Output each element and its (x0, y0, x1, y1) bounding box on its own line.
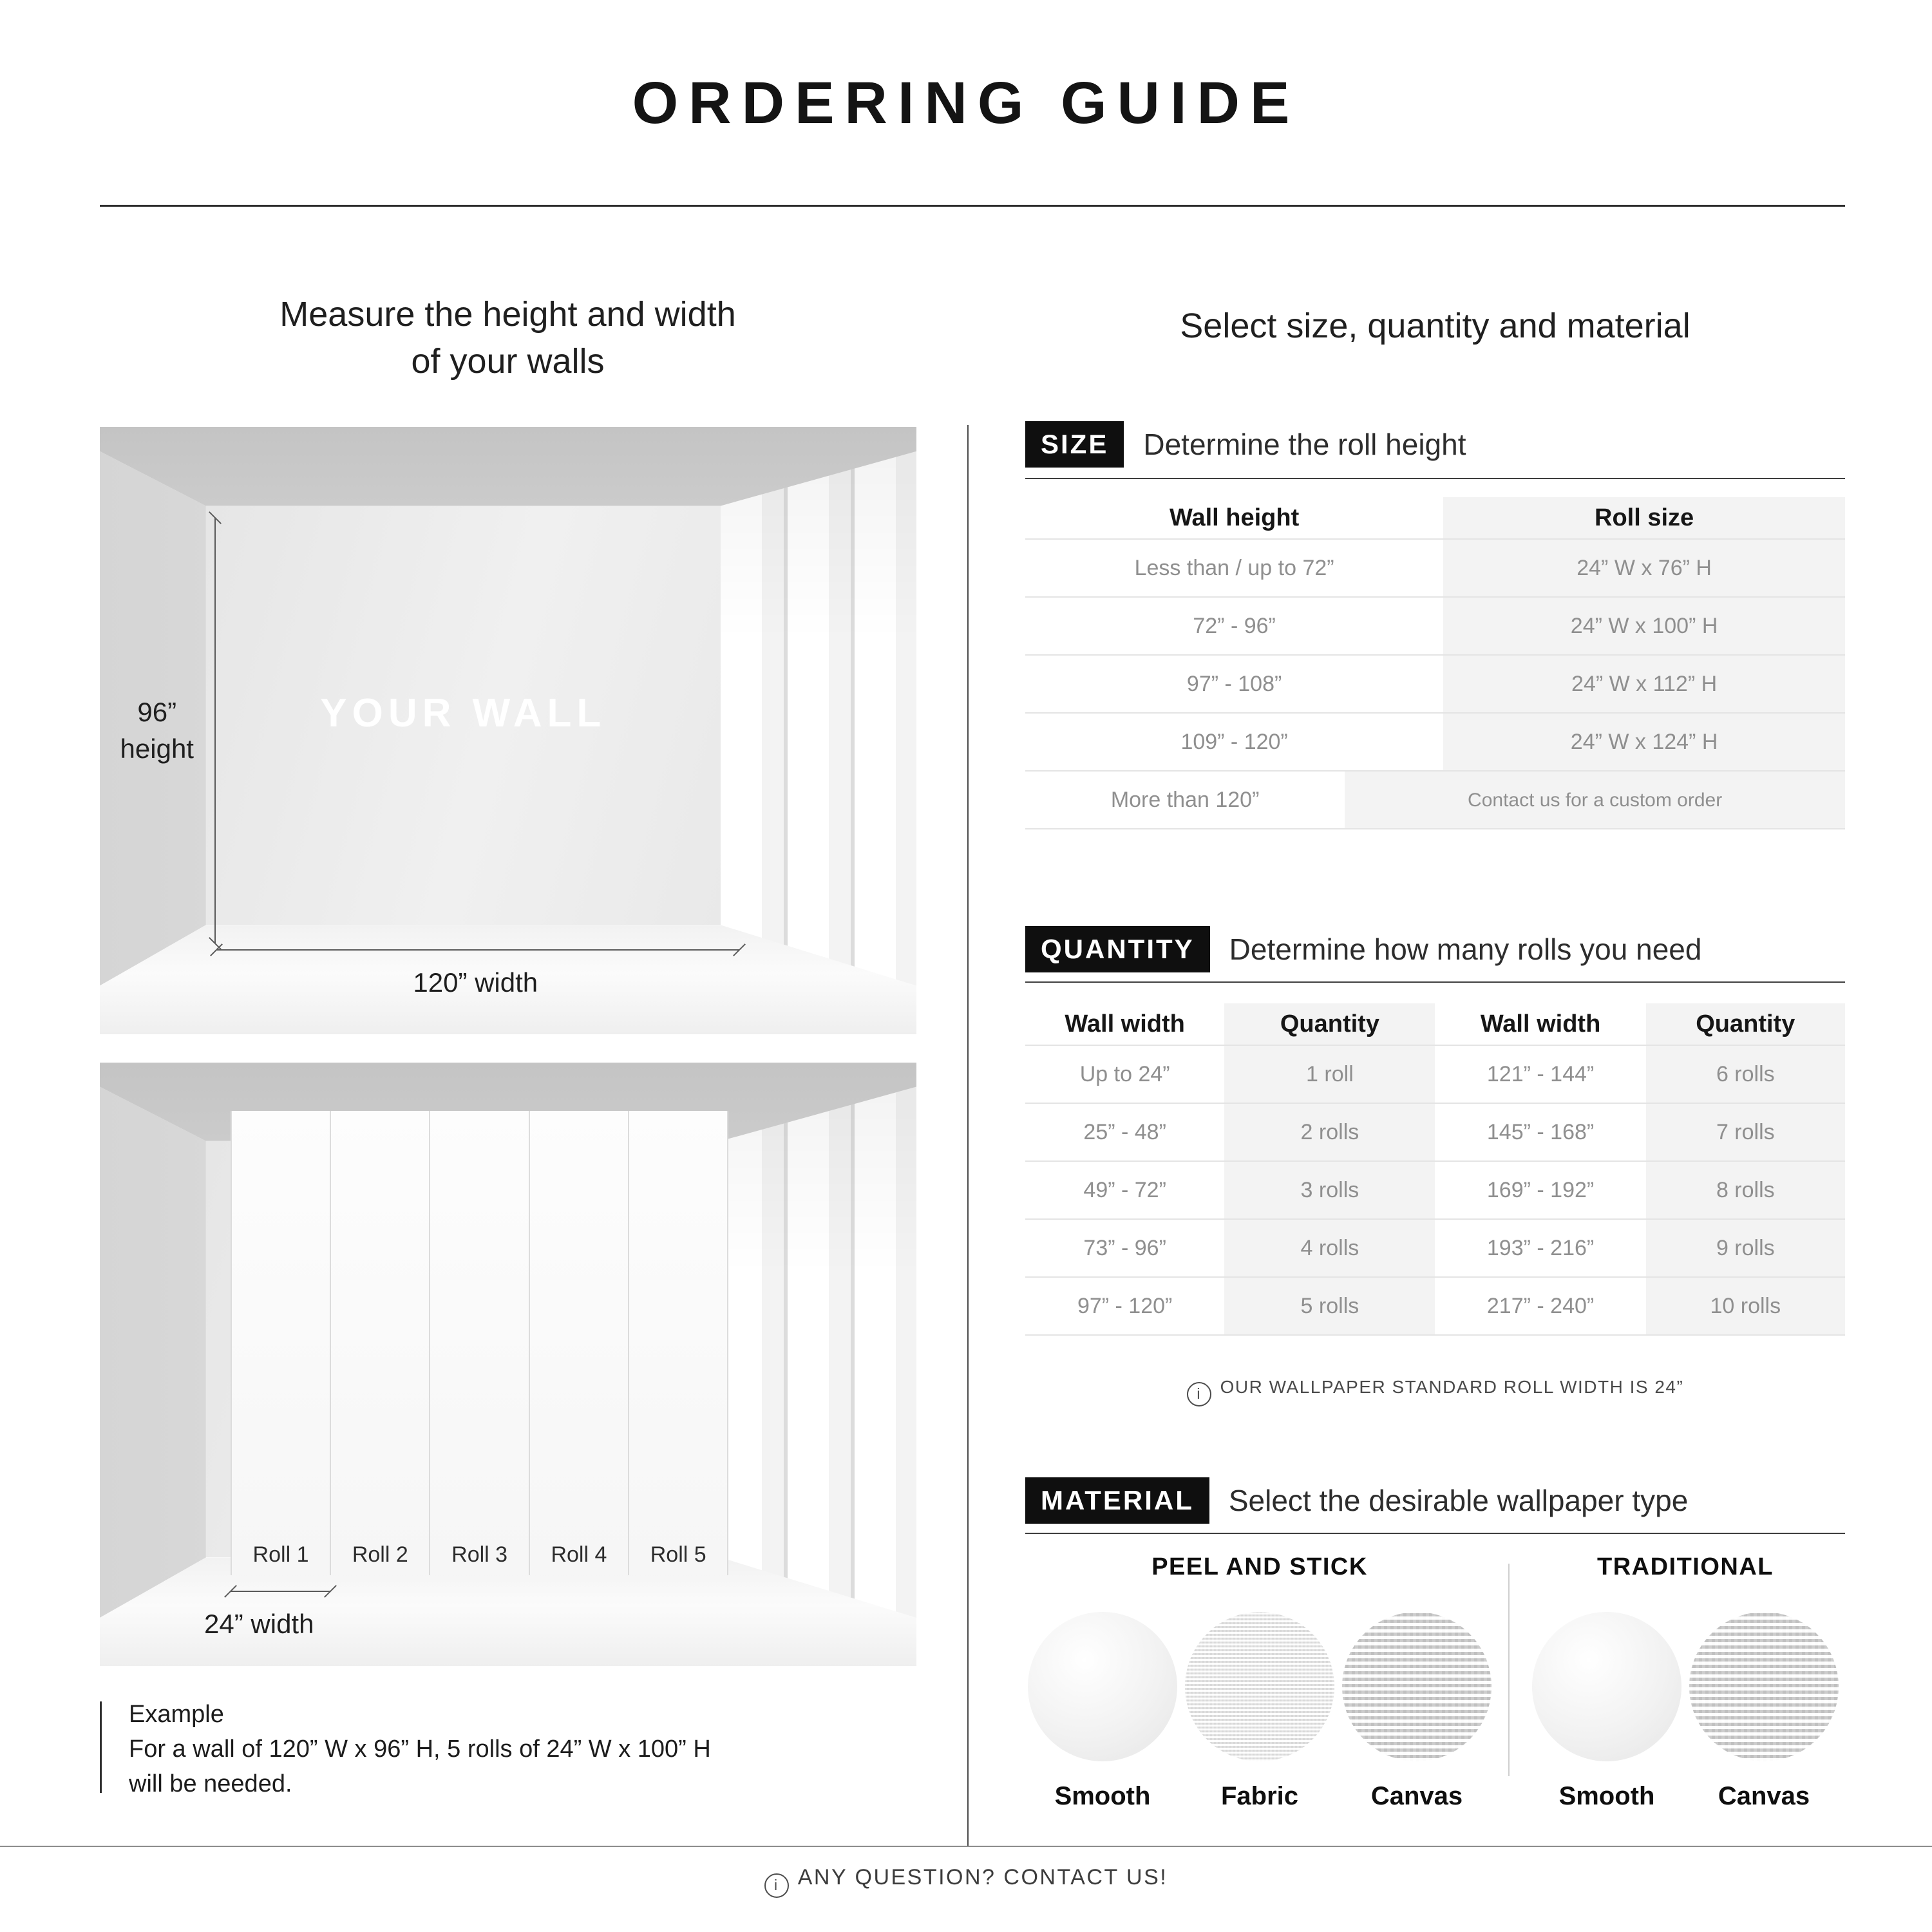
size-table-header-row (1025, 497, 1845, 540)
title-divider (100, 205, 1845, 207)
material-group-traditional (1529, 1553, 1842, 1811)
wall-height-cell: 97” - 108” (1186, 671, 1282, 696)
roll-size-cell: 24” W x 100” H (1443, 598, 1845, 654)
material-badge: MATERIAL (1025, 1477, 1209, 1524)
example-line1: For a wall of 120” W x 96” H, 5 rolls of 24” W x 100” H (129, 1735, 711, 1763)
table-row (1025, 1162, 1845, 1220)
wall-height-cell: 72” - 96” (1193, 613, 1276, 638)
material-groups-divider (1508, 1564, 1510, 1776)
quantity-cell: 5 rolls (1224, 1278, 1435, 1334)
roll-size-cell: Contact us for a custom order (1345, 772, 1845, 828)
quantity-cell: 9 rolls (1646, 1220, 1845, 1276)
quantity-cell: 4 rolls (1224, 1220, 1435, 1276)
info-icon: i (1187, 1382, 1211, 1406)
quantity-table-header-row (1025, 1003, 1845, 1046)
swatch-item (1340, 1612, 1494, 1811)
left-heading-line1: Measure the height and width (279, 295, 736, 334)
wall-width-cell: 97” - 120” (1077, 1293, 1173, 1318)
height-dimension-line (214, 518, 216, 943)
swatch-item (1182, 1612, 1337, 1811)
table-row (1025, 656, 1845, 714)
roll-panel (430, 1111, 529, 1575)
roll-size-cell: 24” W x 76” H (1443, 540, 1845, 596)
footer-divider (0, 1846, 1932, 1847)
page-title: ORDERING GUIDE (632, 70, 1300, 136)
quantity-header-quantity: Quantity (1224, 1003, 1435, 1045)
size-header-wall-height: Wall height (1169, 504, 1300, 531)
back-wall-illustration (206, 506, 721, 925)
size-header-roll-size: Roll size (1443, 497, 1845, 538)
swatch-row (1529, 1612, 1842, 1811)
material-group-peel-and-stick (1025, 1553, 1494, 1811)
roll-label: Roll 2 (352, 1542, 408, 1567)
roll-width-label: 24” width (204, 1608, 314, 1639)
quantity-badge: QUANTITY (1025, 926, 1210, 972)
roll-width-dimension-line (231, 1591, 330, 1592)
quantity-table (1025, 1003, 1845, 1336)
swatch-item (1530, 1612, 1684, 1811)
material-section-divider (1025, 1533, 1845, 1534)
roll-size-cell: 24” W x 112” H (1443, 656, 1845, 712)
fabric-swatch (1185, 1612, 1334, 1761)
width-dimension-line (216, 949, 739, 951)
example-note (129, 1698, 914, 1802)
wall-width-cell: Up to 24” (1079, 1061, 1170, 1086)
swatch-item (1687, 1612, 1841, 1811)
roll-panel (629, 1111, 728, 1575)
wall-height-label (108, 694, 206, 767)
left-column-heading (99, 291, 916, 385)
swatch-label: Canvas (1718, 1782, 1810, 1810)
table-row (1025, 540, 1845, 598)
example-title: Example (129, 1701, 224, 1728)
roll-width-note-text: OUR WALLPAPER STANDARD ROLL WIDTH IS 24” (1220, 1377, 1684, 1397)
table-row (1025, 1278, 1845, 1336)
smooth-swatch (1028, 1612, 1177, 1761)
room-illustration-rolls (100, 1063, 916, 1666)
quantity-cell: 8 rolls (1646, 1162, 1845, 1218)
table-row (1025, 1046, 1845, 1104)
left-heading-line2: of your walls (411, 341, 605, 381)
wall-width-cell: 217” - 240” (1486, 1293, 1595, 1318)
swatch-label: Smooth (1558, 1782, 1655, 1810)
size-section-divider (1025, 478, 1845, 479)
roll-panel (530, 1111, 629, 1575)
wall-height-cell: More than 120” (1110, 787, 1260, 812)
quantity-subtitle: Determine how many rolls you need (1229, 933, 1702, 966)
group-title: TRADITIONAL (1596, 1553, 1774, 1580)
wall-width-cell: 145” - 168” (1486, 1119, 1595, 1144)
swatch-row (1025, 1612, 1494, 1811)
size-section-header (1025, 421, 1845, 468)
your-wall-label: YOUR WALL (320, 690, 607, 735)
table-row (1025, 1104, 1845, 1162)
wall-height-cell: 109” - 120” (1180, 729, 1288, 754)
canvas-swatch (1342, 1612, 1492, 1761)
size-table (1025, 497, 1845, 829)
roll-panel (231, 1111, 331, 1575)
quantity-cell: 7 rolls (1646, 1104, 1845, 1160)
quantity-header-wall-width: Wall width (1065, 1010, 1185, 1037)
quantity-section-header (1025, 926, 1845, 972)
column-divider (967, 425, 969, 1846)
room-illustration-measure (100, 427, 916, 1034)
size-badge: SIZE (1025, 421, 1124, 468)
wall-height-word: height (120, 733, 194, 764)
table-row (1025, 714, 1845, 772)
quantity-cell: 10 rolls (1646, 1278, 1845, 1334)
quantity-header-wall-width: Wall width (1480, 1010, 1601, 1037)
wall-width-cell: 121” - 144” (1486, 1061, 1595, 1086)
roll-panels (231, 1111, 728, 1575)
example-line2: will be needed. (129, 1770, 292, 1797)
swatch-label: Fabric (1220, 1782, 1299, 1810)
wall-height-value: 96” (137, 696, 177, 727)
footer-contact-text: ANY QUESTION? CONTACT US! (797, 1865, 1168, 1889)
size-subtitle: Determine the roll height (1143, 428, 1466, 461)
info-icon: i (764, 1873, 789, 1898)
right-column-heading: Select size, quantity and material (1180, 307, 1690, 345)
roll-label: Roll 5 (650, 1542, 706, 1567)
wall-width-cell: 169” - 192” (1486, 1177, 1595, 1202)
quantity-cell: 3 rolls (1224, 1162, 1435, 1218)
smooth-swatch (1532, 1612, 1681, 1761)
wall-width-cell: 73” - 96” (1083, 1235, 1166, 1260)
roll-label: Roll 4 (551, 1542, 607, 1567)
material-subtitle: Select the desirable wallpaper type (1228, 1484, 1689, 1517)
swatch-label: Canvas (1370, 1782, 1463, 1810)
wall-height-cell: Less than / up to 72” (1134, 555, 1334, 580)
wall-width-cell: 193” - 216” (1486, 1235, 1595, 1260)
group-title: PEEL AND STICK (1151, 1553, 1368, 1580)
quantity-cell: 6 rolls (1646, 1046, 1845, 1103)
table-row (1025, 1220, 1845, 1278)
canvas-swatch (1689, 1612, 1839, 1761)
quantity-cell: 2 rolls (1224, 1104, 1435, 1160)
material-section-header (1025, 1477, 1845, 1524)
swatch-item (1025, 1612, 1180, 1811)
wall-width-label: 120” width (413, 967, 538, 998)
wall-width-cell: 25” - 48” (1083, 1119, 1166, 1144)
roll-label: Roll 1 (252, 1542, 309, 1567)
quantity-cell: 1 roll (1224, 1046, 1435, 1103)
table-row (1025, 772, 1845, 829)
footer-contact-note (0, 1865, 1932, 1898)
roll-size-cell: 24” W x 124” H (1443, 714, 1845, 770)
wall-width-cell: 49” - 72” (1083, 1177, 1166, 1202)
roll-panel (331, 1111, 430, 1575)
example-accent-bar (100, 1701, 102, 1793)
table-row (1025, 598, 1845, 656)
roll-width-note (1025, 1377, 1845, 1406)
roll-label: Roll 3 (451, 1542, 508, 1567)
quantity-section-divider (1025, 981, 1845, 983)
quantity-header-quantity: Quantity (1646, 1003, 1845, 1045)
swatch-label: Smooth (1054, 1782, 1151, 1810)
